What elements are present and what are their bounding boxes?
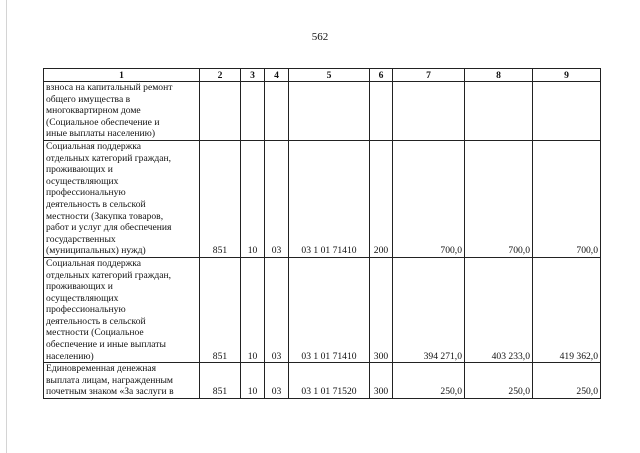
item-name-line: отдельных категорий граждан, xyxy=(46,269,172,281)
item-name-line: Социальная поддержка xyxy=(46,257,142,269)
item-name-line: деятельность в сельской xyxy=(46,198,146,210)
table-row xyxy=(44,363,601,399)
expense-type-cell xyxy=(370,82,393,141)
item-name-line: профессиональную xyxy=(46,187,126,199)
item-name-line: иные выплаты населению) xyxy=(46,128,156,140)
target-article-cell: 03 1 01 71410 xyxy=(289,257,370,362)
item-name-line: работ и услуг для обеспечения xyxy=(46,222,172,234)
section-cell: 10 xyxy=(241,140,265,257)
subsection-cell: 03 xyxy=(265,257,289,362)
item-name-line: проживающих и xyxy=(46,281,113,293)
page-number: 562 xyxy=(311,31,329,43)
item-name-cell xyxy=(44,82,200,141)
ministry-code-cell: 851 xyxy=(200,257,241,362)
item-name-line: местности (Социальное xyxy=(46,327,144,339)
item-name-line: деятельность в сельской xyxy=(46,315,146,327)
amount-cell-col9: 700,0 xyxy=(533,140,601,257)
amount-cell-col7: 250,0 xyxy=(393,363,465,399)
amount-cell-col8: 700,0 xyxy=(465,140,533,257)
scan-edge-line xyxy=(6,0,7,453)
amount-cell-col9: 419 362,0 xyxy=(533,257,601,362)
item-name-line: населению) xyxy=(46,350,94,362)
table-row xyxy=(44,140,601,257)
header-cell: 2 xyxy=(200,69,241,82)
item-name-line: многоквартирном доме xyxy=(46,105,141,117)
header-cell: 7 xyxy=(393,69,465,82)
table-row xyxy=(44,257,601,362)
subsection-cell: 03 xyxy=(265,140,289,257)
subsection-cell: 03 xyxy=(265,363,289,399)
amount-cell-col8: 403 233,0 xyxy=(465,257,533,362)
target-article-cell: 03 1 01 71520 xyxy=(289,363,370,399)
item-name-line: Социальная поддержка xyxy=(46,140,142,152)
item-name-line: Единовременная денежная xyxy=(46,363,157,375)
amount-cell-col8: 250,0 xyxy=(465,363,533,399)
item-name-line: профессиональную xyxy=(46,304,126,316)
item-name-line: (Социальное обеспечение и xyxy=(46,116,160,128)
item-name-cell xyxy=(44,257,200,362)
amount-cell-col9 xyxy=(533,82,601,141)
section-cell xyxy=(241,82,265,141)
item-name-line: проживающих и xyxy=(46,164,113,176)
item-name-line: местности (Закупка товаров, xyxy=(46,210,164,222)
item-name-cell xyxy=(44,140,200,257)
amount-cell-col9: 250,0 xyxy=(533,363,601,399)
amount-cell-col7: 394 271,0 xyxy=(393,257,465,362)
expense-type-cell: 200 xyxy=(370,140,393,257)
header-cell: 4 xyxy=(265,69,289,82)
expense-type-cell: 300 xyxy=(370,257,393,362)
header-cell: 3 xyxy=(241,69,265,82)
expense-type-cell: 300 xyxy=(370,363,393,399)
item-name-line: государственных xyxy=(46,233,116,245)
header-row xyxy=(44,69,601,82)
section-cell: 10 xyxy=(241,363,265,399)
item-name-line: почетным знаком «За заслуги в xyxy=(46,386,174,398)
item-name-line: выплата лицам, награжденным xyxy=(46,374,173,386)
header-cell: 8 xyxy=(465,69,533,82)
subsection-cell xyxy=(265,82,289,141)
ministry-code-cell: 851 xyxy=(200,140,241,257)
header-cell: 5 xyxy=(289,69,370,82)
ministry-code-cell: 851 xyxy=(200,363,241,399)
item-name-line: обеспечение и иные выплаты xyxy=(46,339,166,351)
item-name-cell xyxy=(44,363,200,399)
item-name-line: (муниципальных) нужд) xyxy=(46,245,146,257)
item-name-line: общего имущества в xyxy=(46,93,131,105)
item-name-line: отдельных категорий граждан, xyxy=(46,152,172,164)
header-cell: 1 xyxy=(44,69,200,82)
item-name-line: взноса на капитальный ремонт xyxy=(46,82,173,93)
amount-cell-col7: 700,0 xyxy=(393,140,465,257)
amount-cell-col7 xyxy=(393,82,465,141)
budget-table xyxy=(43,68,601,399)
header-cell: 6 xyxy=(370,69,393,82)
header-cell: 9 xyxy=(533,69,601,82)
target-article-cell: 03 1 01 71410 xyxy=(289,140,370,257)
table-row xyxy=(44,82,601,141)
target-article-cell xyxy=(289,82,370,141)
item-name-line: осуществляющих xyxy=(46,292,119,304)
section-cell: 10 xyxy=(241,257,265,362)
item-name-line: осуществляющих xyxy=(46,175,119,187)
ministry-code-cell xyxy=(200,82,241,141)
amount-cell-col8 xyxy=(465,82,533,141)
